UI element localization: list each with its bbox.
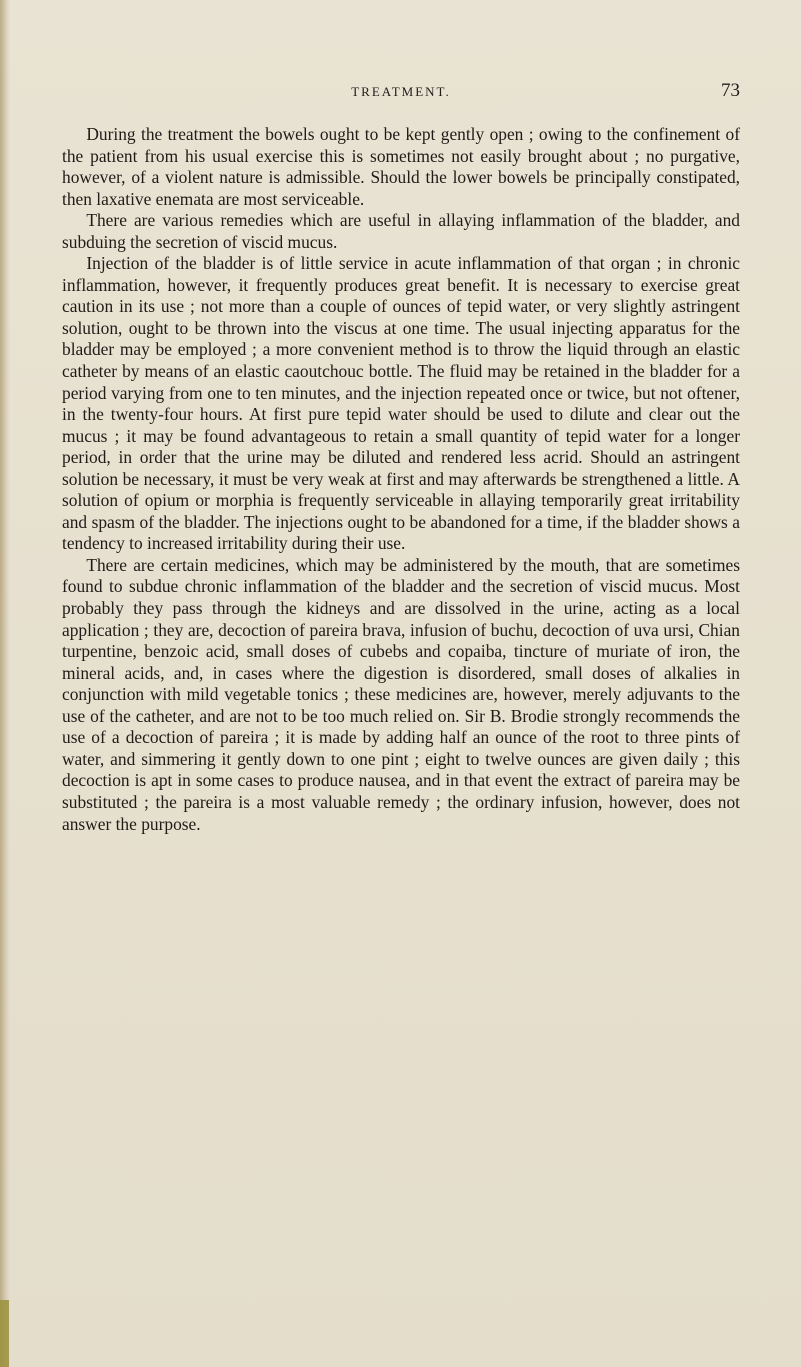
body-text xyxy=(62,124,740,835)
page-header xyxy=(62,80,740,104)
page-gutter xyxy=(0,0,10,1367)
running-head: TREATMENT. xyxy=(351,84,451,99)
paragraph: During the treatment the bowels ought to be kept gently open ; owing to the confinement of the patient from his usual exercise this is sometimes not easily brought about ; no purgative, however, of a violent nature is admissible. Should the lower bowels be principally constipated, then laxative enemata are most serviceable. xyxy=(62,124,740,209)
paragraph: Injection of the bladder is of little service in acute inflammation of that organ ; in chronic inflammation, however, it frequently produces great benefit. It is necessary to exercise great caution in its use ; not more than a couple of ounces of tepid water, or very slightly astringent solution, ought to be thrown into the viscus at one time. The usual injecting apparatus for the bladder may be employed ; a more convenient method is to throw the liquid through an elastic catheter by means of an elastic caoutchouc bottle. The fluid may be retained in the bladder for a period varying from one to ten minutes, and the injection repeated once or twice, but not oftener, in the twenty-four hours. At first pure tepid water should be used to dilute and clear out the mucus ; it may be found advantageous to retain a small quantity of tepid water for a longer period, in order that the urine may be diluted and rendered less acrid. Should an astringent solution be necessary, it must be very weak at first and may afterwards be strengthened a little. A solution of opium or morphia is frequently serviceable in allaying temporarily great irritability and spasm of the bladder. The injections ought to be abandoned for a time, if the bladder shows a tendency to increased irritability during their use. xyxy=(62,253,740,554)
paragraph: There are various remedies which are useful in allaying inflammation of the bladder, and subduing the secretion of viscid mucus. xyxy=(62,210,740,252)
page-number: 73 xyxy=(721,80,740,101)
page-edge-stain xyxy=(0,1300,9,1367)
paragraph: There are certain medicines, which may be administered by the mouth, that are sometimes found to subdue chronic inflammation of the bladder and the secretion of viscid mucus. Most probably they pass through the kidneys and are dissolved in the urine, acting as a local application ; they are, decoction of pareira brava, infusion of buchu, decoction of uva ursi, Chian turpentine, benzoic acid, small doses of cubebs and copaiba, tincture of muriate of iron, the mineral acids, and, in cases where the digestion is disordered, small doses of alkalies in conjunction with mild vegetable tonics ; these medicines are, however, merely adjuvants to the use of the catheter, and are not to be too much relied on. Sir B. Brodie strongly recommends the use of a decoction of pareira ; it is made by adding half an ounce of the root to three pints of water, and simmering it gently down to one pint ; eight to twelve ounces are given daily ; this decoction is apt in some cases to produce nausea, and in that event the extract of pareira may be substituted ; the pareira is a most valuable remedy ; the ordinary infusion, however, does not answer the purpose. xyxy=(62,554,740,834)
